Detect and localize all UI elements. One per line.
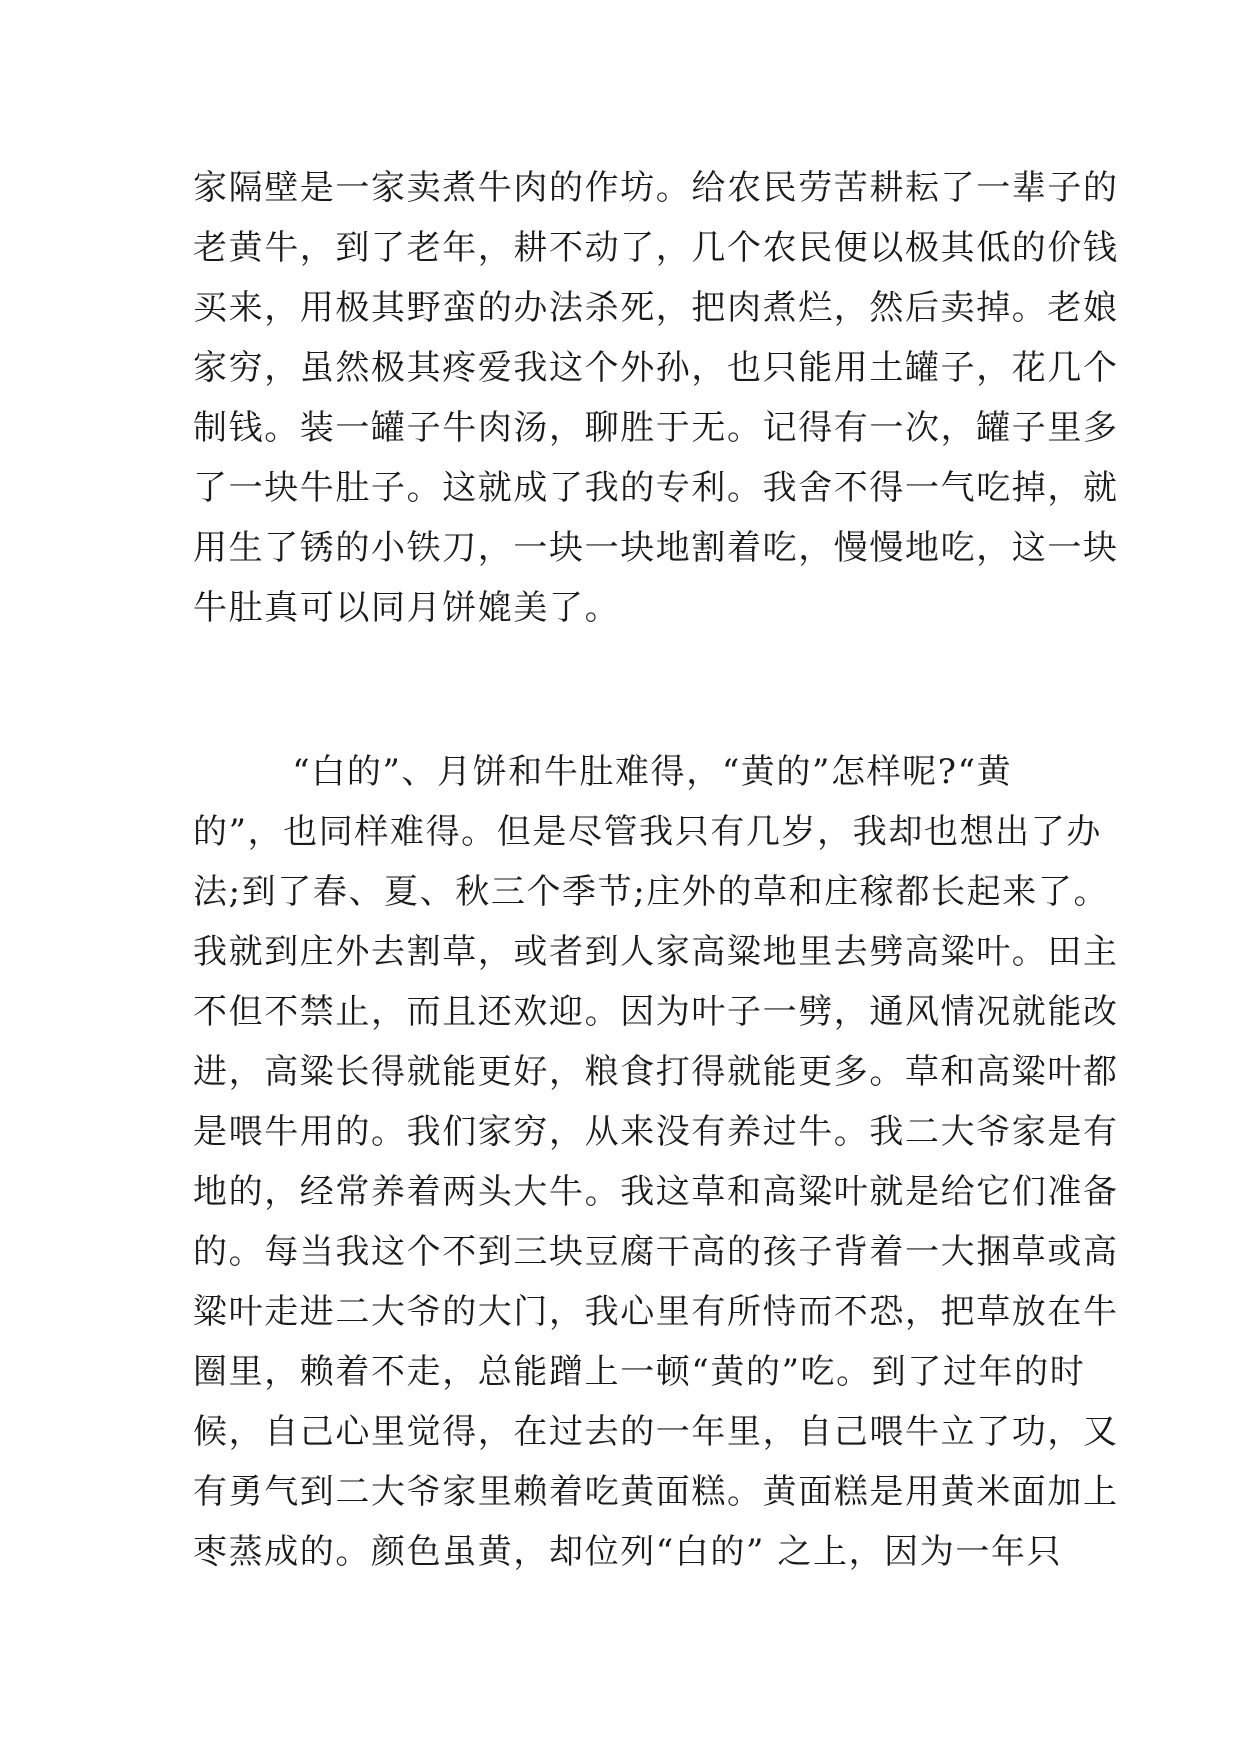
text-line: 老黄牛，到了老年，耕不动了，几个农民便以极其低的价钱 [193,228,1119,268]
text-line: 家穷，虽然极其疼爱我这个外孙，也只能用土罐子，花几个 [193,348,1119,388]
text-line: 我就到庄外去割草，或者到人家高粱地里去劈高粱叶。田主 [193,932,1119,972]
text-line: 的。每当我这个不到三块豆腐干高的孩子背着一大捆草或高 [193,1232,1119,1272]
text-line: 有勇气到二大爷家里赖着吃黄面糕。黄面糕是用黄米面加上 [193,1472,1119,1512]
text-line: 法;到了春、夏、秋三个季节;庄外的草和庄稼都长起来了。 [193,872,1110,912]
text-line: 了一块牛肚子。这就成了我的专利。我舍不得一气吃掉，就 [193,468,1119,508]
text-line: 进，高粱长得就能更好，粮食打得就能更多。草和高粱叶都 [193,1052,1119,1092]
text-line: 地的，经常养着两头大牛。我这草和高粱叶就是给它们准备 [193,1172,1119,1212]
paragraph-2 [193,742,1119,1582]
text-line: 牛肚真可以同月饼媲美了。 [193,588,621,628]
text-line: 用生了锈的小铁刀，一块一块地割着吃，慢慢地吃，这一块 [193,528,1119,568]
text-line: 不但不禁止，而且还欢迎。因为叶子一劈，通风情况就能改 [193,992,1119,1032]
text-line: 候，自己心里觉得，在过去的一年里，自己喂牛立了功，又 [193,1412,1119,1452]
text-line: 是喂牛用的。我们家穷，从来没有养过牛。我二大爷家是有 [193,1112,1119,1152]
text-line: 的”，也同样难得。但是尽管我只有几岁，我却也想出了办 [193,812,1102,852]
text-line: 制钱。装一罐子牛肉汤，聊胜于无。记得有一次，罐子里多 [193,408,1119,448]
paragraph-1 [193,158,1119,638]
text-line: 家隔壁是一家卖煮牛肉的作坊。给农民劳苦耕耘了一辈子的 [193,168,1119,208]
text-line: 买来，用极其野蛮的办法杀死，把肉煮烂，然后卖掉。老娘 [193,288,1119,328]
text-line: 圈里，赖着不走，总能蹭上一顿“黄的”吃。到了过年的时 [193,1352,1086,1392]
text-line: “白的”、月饼和牛肚难得，“黄的”怎样呢?“黄 [193,752,1013,792]
text-line: 枣蒸成的。颜色虽黄，却位列“白的” 之上，因为一年只 [193,1532,1063,1572]
text-line: 粱叶走进二大爷的大门，我心里有所恃而不恐，把草放在牛 [193,1292,1119,1332]
